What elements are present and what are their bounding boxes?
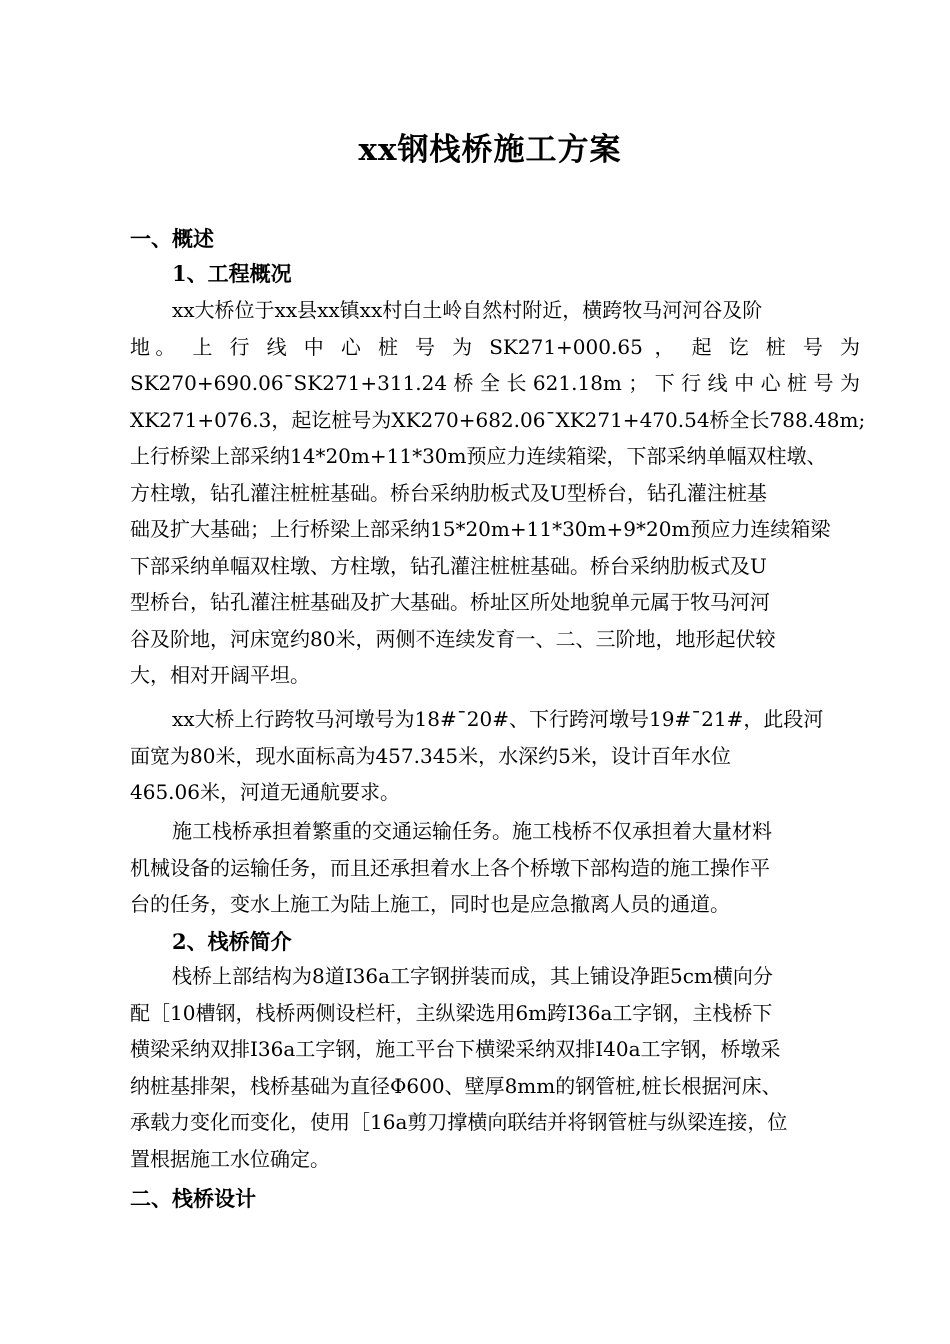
text-line: 方柱墩，钻孔灌注桩桩基础。桥台采纳肋板式及U型桥台，钻孔灌注桩基 (130, 480, 767, 505)
text-line: 承载力变化而变化，使用［16a剪刀撑横向联结并将钢管桩与纵梁连接，位 (130, 1110, 788, 1134)
paragraph-trestle-structure (130, 958, 860, 1177)
section-heading-overview: 一、概述 (130, 226, 214, 251)
text-line: 465.06米，河道无通航要求。 (130, 780, 400, 804)
text-line: 型桥台，钻孔灌注桩基础及扩大基础。桥址区所处地貌单元属于牧马河河 (130, 590, 770, 614)
text-line: 大，相对开阔平坦。 (130, 663, 310, 687)
text-line: 横梁采纳双排I36a工字钢，施工平台下横梁采纳双排I40a工字钢，桥墩采 (130, 1037, 781, 1061)
text-line: 地。 上 行 线 中 心 桩 号 为 SK271+000.65 ， 起 讫 桩 号 为 (130, 334, 860, 359)
section-heading-trestle-design: 二、栈桥设计 (130, 1186, 256, 1211)
text-line: 配［10槽钢，栈桥两侧设栏杆，主纵梁选用6m跨I36a工字钢，主栈桥下 (130, 1000, 773, 1025)
text-line: 机械设备的运输任务，而且还承担着水上各个桥墩下部构造的施工操作平 (130, 855, 770, 880)
text-line: 下部采纳单幅双柱墩、方柱墩，钻孔灌注桩桩基础。桥台采纳肋板式及U (130, 553, 767, 578)
paragraph-trestle-function (130, 813, 860, 923)
text-line: xx大桥位于xx县xx镇xx村白土岭自然村附近，横跨牧马河河谷及阶 (172, 298, 763, 322)
text-line: 础及扩大基础；上行桥梁上部采纳15*20m+11*30m+9*20m预应力连续箱梁 (130, 517, 831, 541)
paragraph-project-overview (130, 292, 866, 694)
text-line: 施工栈桥承担着繁重的交通运输任务。施工栈桥不仅承担着大量材料 (172, 819, 772, 843)
subsection-heading-trestle-intro: 2、栈桥简介 (172, 929, 292, 954)
text-line: 置根据施工水位确定。 (130, 1146, 330, 1171)
paragraph-river-crossing (130, 701, 860, 811)
subsection-heading-project-overview: 1、工程概况 (172, 261, 292, 286)
text-line: XK271+076.3，起讫桩号为XK270+682.06¯XK271+470.54桥全长788.48m; (130, 407, 866, 432)
text-line: 上行桥梁上部采纳14*20m+11*30m预应力连续箱梁，下部采纳单幅双柱墩、 (130, 444, 827, 468)
text-line: 台的任务，变水上施工为陆上施工，同时也是应急撤离人员的通道。 (130, 892, 730, 916)
text-line: 栈桥上部结构为8道I36a工字钢拼装而成，其上铺设净距5cm横向分 (172, 964, 773, 988)
text-line: 面宽为80米，现水面标高为457.345米，水深约5米，设计百年水位 (130, 743, 731, 768)
document-title: xx钢栈桥施工方案 (358, 132, 622, 168)
text-line: xx大桥上行跨牧马河墩号为18#¯20#、下行跨河墩号19#¯21#，此段河 (172, 707, 824, 731)
text-line: 谷及阶地，河床宽约80米，两侧不连续发育一、二、三阶地，地形起伏较 (130, 626, 776, 651)
text-line: SK270+690.06¯SK271+311.24 桥 全 长 621.18m ； 下 行 线 中 心 桩 号 为 (130, 371, 860, 395)
text-line: 纳桩基排架，栈桥基础为直径Φ600、壁厚8mm的钢管桩,桩长根据河床、 (130, 1073, 782, 1098)
